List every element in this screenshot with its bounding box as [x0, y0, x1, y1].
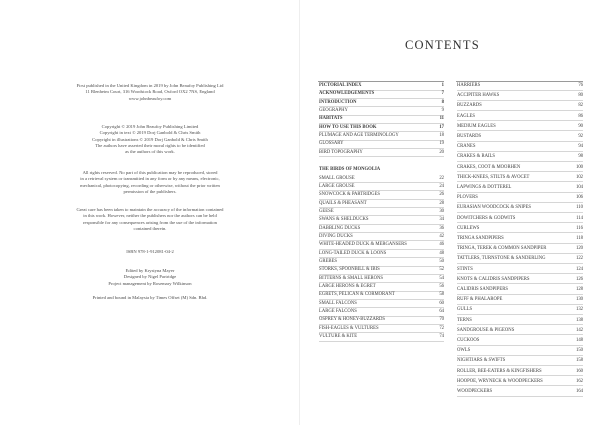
imprint-line: Copyright in illustrations © 2019 Dorj Ganbold & Chris Smith	[92, 136, 208, 142]
toc-entry-title: OSPREY & HONEY-BUZZARDS	[319, 317, 385, 323]
toc-entry-page: 118	[576, 236, 583, 241]
toc-entry-title: HABITATS	[319, 116, 343, 122]
toc-separator	[457, 324, 583, 325]
toc-entry-title: EAGLES	[457, 113, 475, 119]
toc-entry-page: 110	[576, 205, 583, 211]
toc-separator	[457, 181, 583, 182]
toc-entry	[457, 165, 583, 173]
toc-entry	[319, 209, 444, 217]
toc-entry-page: 132	[575, 307, 583, 313]
imprint-line: mechanical, photocopying, recording or otherwise, without the prior written	[80, 182, 220, 188]
toc-entry	[457, 175, 583, 183]
imprint-line: First published in the United Kingdom in 2019 by John Beaufoy Publishing Ltd	[76, 83, 224, 88]
imprint-line: Great care has been taken to maintain the accuracy of the information contained	[76, 207, 224, 212]
toc-separator	[457, 171, 583, 172]
toc-entry	[457, 389, 583, 397]
toc-entry-page: 60	[439, 300, 444, 306]
toc-entry	[319, 100, 444, 108]
toc-entry-page: 42	[439, 233, 444, 239]
imprint-line: The authors have asserted their moral rights to be identified	[95, 142, 205, 148]
toc-separator	[457, 345, 583, 346]
toc-entry-title: ROLLER, BEE-EATERS & KINGFISHERS	[457, 368, 542, 374]
toc-entry-title: KNOTS & CALIDRIS SANDPIPERS	[457, 276, 530, 282]
toc-separator	[457, 396, 583, 397]
toc-entry	[319, 226, 444, 234]
toc-entry	[457, 297, 583, 305]
toc-separator	[319, 190, 444, 191]
toc-entry-page: 22	[439, 175, 444, 181]
toc-entry	[319, 116, 444, 124]
toc-entry	[319, 125, 444, 133]
toc-separator	[319, 266, 444, 267]
toc-entry-title: GREBES	[319, 259, 337, 264]
toc-separator	[457, 304, 583, 305]
toc-separator	[319, 224, 444, 225]
toc-entry-page: 7	[441, 91, 444, 97]
toc-entry-page: 11	[439, 116, 444, 122]
toc-separator	[319, 299, 444, 300]
toc-separator	[457, 253, 583, 254]
toc-separator	[457, 151, 583, 152]
toc-entry-page: 160	[575, 368, 583, 374]
imprint-line: contained therein.	[133, 225, 167, 231]
toc-separator	[319, 140, 444, 141]
printed-line: Printed and bound in Malaysia by Times Offset (M) Sdn. Bhd.	[92, 295, 208, 300]
toc-separator	[457, 263, 583, 264]
toc-entry-page: 80	[578, 93, 583, 99]
toc-entry	[457, 328, 583, 336]
toc-separator	[319, 115, 444, 116]
toc-entry-page: 148	[575, 338, 583, 343]
toc-entry-page: 19	[439, 141, 444, 147]
toc-separator	[319, 232, 444, 233]
copyright-block	[52, 124, 248, 155]
toc-entry-title: MEDIUM EAGLES	[457, 123, 496, 129]
toc-entry-page: 36	[439, 225, 444, 231]
toc-entry-page: 46	[439, 242, 444, 248]
toc-entry-title: OWLS	[457, 348, 471, 354]
imprint-line: Project management by Rosemary Wilkinson	[108, 280, 192, 286]
imprint-line: responsible for any consequences arising from the use of the information	[83, 219, 217, 225]
toc-entry-title: GLOSSARY	[319, 141, 344, 147]
toc-entry-title: HARRIERS	[457, 83, 481, 88]
toc-entry	[319, 301, 444, 309]
toc-entry	[457, 287, 583, 295]
imprint-line: Copyright in text © 2019 Dorj Ganbold & Chris Smith	[99, 130, 201, 136]
toc-entry	[457, 318, 583, 326]
toc-entry-title: ACKNOWLEDGEMENTS	[319, 91, 375, 97]
toc-entry	[457, 134, 583, 142]
toc-separator	[319, 249, 444, 250]
toc-entry	[457, 103, 583, 111]
toc-entry-title: LONG-TAILED DUCK & LOONS	[319, 250, 387, 256]
toc-separator	[457, 130, 583, 131]
toc-entry-title: THICK-KNEES, STILTS & AVOCET	[457, 174, 530, 180]
toc-entry-title: LARGE FALCONS	[319, 309, 357, 315]
toc-entry-title: DIVING DUCKS	[319, 233, 353, 239]
toc-entry-title: LAPWINGS & DOTTEREL	[457, 185, 512, 190]
toc-entry-page: 20	[439, 149, 444, 155]
toc-entry	[319, 292, 444, 300]
toc-entry-page: 8	[441, 99, 444, 105]
toc-entry-page: 102	[575, 174, 583, 180]
toc-entry-title: THE BIRDS OF MONGOLIA	[319, 167, 381, 173]
toc-entry-page: 34	[439, 217, 444, 223]
toc-entry-page: 18	[439, 133, 444, 139]
toc-entry-page: 72	[439, 325, 444, 331]
toc-entry	[457, 93, 583, 101]
toc-separator	[457, 120, 583, 121]
toc-entry-page: 100	[575, 164, 583, 170]
imprint-line: in this work. However, neither the publishers nor the authors can be held	[83, 213, 217, 219]
toc-entry-title: CALIDRIS SANDPIPERS	[457, 287, 508, 292]
imprint-line: 11 Blenheim Court, 316 Woodstock Road, Oxford OX2 7NS, England	[85, 89, 215, 95]
toc-separator	[457, 232, 583, 233]
toc-entry	[319, 309, 444, 317]
toc-entry	[457, 267, 583, 275]
toc-entry-title: BIRD TOPOGRAPHY	[319, 149, 363, 155]
toc-entry-page: 104	[575, 185, 583, 190]
toc-entry	[319, 284, 444, 292]
toc-entry	[319, 201, 444, 209]
toc-entry-title: TRINGA SANDPIPERS	[457, 236, 504, 241]
toc-separator	[319, 90, 444, 91]
toc-entry-title: LARGE HERONS & EGRET	[319, 284, 376, 290]
toc-entry-page: 124	[575, 266, 583, 272]
toc-entry-page: 138	[575, 317, 583, 323]
toc-entry-title: EURASIAN WOODCOCK & SNIPES	[457, 205, 532, 211]
toc-entry-title: TATTLERS, TURNSTONE & SANDERLING	[457, 256, 546, 262]
toc-entry-page: 92	[578, 134, 583, 139]
toc-left-column	[319, 83, 444, 423]
toc-separator	[319, 307, 444, 308]
toc-entry-title: STORKS, SPOONBILL & IBIS	[319, 267, 380, 273]
toc-entry	[457, 379, 583, 387]
toc-entry	[319, 267, 444, 275]
toc-top-rule-right	[456, 81, 583, 82]
toc-entry-title: BUSTARDS	[457, 134, 482, 139]
toc-entry-page: 54	[439, 275, 444, 281]
toc-right-column	[457, 83, 583, 423]
toc-entry	[457, 124, 583, 132]
toc-entry-title: ACCIPITER HAWKS	[457, 93, 500, 99]
toc-entry-title: VULTURE & KITE	[319, 334, 358, 340]
toc-entry-title: TERNS	[457, 317, 472, 323]
toc-entry-page: 98	[578, 154, 583, 160]
toc-entry-title: SMALL GROUSE	[319, 175, 355, 181]
toc-separator	[319, 123, 444, 124]
toc-separator	[319, 131, 444, 132]
toc-entry-page: 9	[441, 108, 444, 114]
toc-entry-page: 90	[578, 123, 583, 129]
toc-entry-page: 70	[439, 317, 444, 323]
toc-separator	[457, 90, 583, 91]
toc-entry-page: 58	[439, 292, 444, 298]
toc-separator	[319, 324, 444, 325]
toc-entry-title: DOWITCHERS & GODWITS	[457, 215, 516, 221]
toc-entry	[457, 185, 583, 193]
toc-separator	[457, 141, 583, 142]
toc-entry-page: 24	[439, 183, 444, 189]
toc-entry-title: INTRODUCTION	[319, 99, 357, 105]
toc-separator	[457, 294, 583, 295]
toc-entry	[319, 133, 444, 141]
toc-entry	[457, 358, 583, 366]
toc-entry	[319, 334, 444, 342]
toc-separator	[319, 332, 444, 333]
toc-entry	[319, 141, 444, 149]
toc-entry-title: SNOWCOCK & PARTRIDGES	[319, 192, 381, 198]
toc-separator	[457, 283, 583, 284]
toc-separator	[457, 100, 583, 101]
toc-entry-title: FISH-EAGLES & VULTURES	[319, 325, 379, 331]
toc-entry-page: 48	[439, 250, 444, 256]
toc-entry-page: 64	[439, 309, 444, 315]
toc-entry	[457, 144, 583, 152]
toc-entry-title: RUFF & PHALAROPE	[457, 297, 503, 303]
toc-entry-title: CRANES	[457, 144, 476, 150]
toc-entry-page: 28	[439, 200, 444, 206]
printer-block	[52, 295, 248, 301]
toc-entry-page: 50	[439, 259, 444, 264]
toc-separator	[319, 240, 444, 241]
toc-entry	[319, 217, 444, 225]
toc-separator	[457, 202, 583, 203]
toc-separator	[457, 334, 583, 335]
isbn: ISBN 978-1-912081-04-2	[126, 249, 174, 254]
toc-entry-title: GEESE	[319, 208, 334, 214]
imprint-line: as the authors of this work.	[125, 149, 175, 155]
toc-entry-title: LARGE GROUSE	[319, 183, 355, 189]
toc-entry	[319, 192, 444, 200]
toc-entry	[319, 83, 444, 91]
toc-entry-page: 116	[576, 225, 583, 231]
toc-entry-title: CUCKOOS	[457, 338, 480, 343]
toc-entry-page: 130	[575, 297, 583, 303]
toc-entry-page: 56	[439, 284, 444, 290]
imprint-line: Copyright © 2019 John Beaufoy Publishing Limited	[101, 124, 199, 129]
toc-entry	[457, 216, 583, 224]
toc-entry	[319, 242, 444, 250]
toc-entry	[457, 307, 583, 315]
imprint-line: Designed by Nigel Partridge	[123, 274, 177, 280]
toc-entry-title: STINTS	[457, 266, 473, 272]
toc-entry-title: WHITE-HEADED DUCK & MERGANSERS	[319, 242, 407, 248]
toc-entry-title: SANDGROUSE & PIGEONS	[457, 327, 515, 333]
toc-entry-page: 126	[575, 276, 583, 282]
rights-block	[52, 170, 248, 195]
toc-separator	[319, 341, 444, 342]
imprint-line: Edited by Krystyna Mayer	[125, 268, 175, 273]
toc-separator	[457, 243, 583, 244]
toc-entry-title: EGRETS, PELICAN & CORMORANT	[319, 292, 395, 298]
toc-entry-title: GULLS	[457, 307, 473, 313]
toc-separator	[457, 355, 583, 356]
toc-section-heading	[319, 167, 444, 175]
toc-entry	[319, 251, 444, 259]
toc-entry-page: 164	[575, 389, 583, 394]
imprint-line: All rights reserved. No part of this publication may be reproduced, stored	[82, 170, 218, 175]
toc-entry-title: BITTERNS & SMALL HERONS	[319, 275, 384, 281]
toc-separator	[319, 148, 444, 149]
toc-entry-page: 74	[439, 334, 444, 340]
toc-entry	[457, 226, 583, 234]
toc-entry-title: GEOGRAPHY	[319, 108, 348, 114]
disclaimer-block	[52, 207, 248, 232]
toc-entry	[457, 154, 583, 162]
toc-entry-title: WOODPECKERS	[457, 389, 493, 394]
toc-entry-title: BUZZARDS	[457, 103, 482, 109]
toc-entry	[457, 205, 583, 213]
toc-separator	[457, 222, 583, 223]
toc-entry	[319, 108, 444, 116]
publisher-block	[52, 83, 248, 102]
toc-entry	[319, 276, 444, 284]
toc-entry-title: SMALL FALCONS	[319, 300, 357, 306]
toc-entry-title: HOW TO USE THIS BOOK	[319, 124, 377, 130]
toc-entry	[457, 195, 583, 203]
toc-entry	[319, 91, 444, 99]
imprint-line: www.johnbeaufoy.com	[128, 95, 172, 101]
toc-entry-title: NIGHTJARS & SWIFTS	[457, 358, 506, 364]
toc-entry-page: 30	[439, 208, 444, 214]
toc-entry-title: TRINGA, TEREK & COMMON SANDPIPER	[457, 246, 547, 252]
toc-separator	[457, 375, 583, 376]
toc-separator	[457, 110, 583, 111]
toc-entry-title: QUAILS & PHEASANT	[319, 200, 367, 206]
toc-separator	[457, 192, 583, 193]
toc-separator	[319, 98, 444, 99]
toc-entry-page: 142	[575, 327, 583, 333]
toc-separator	[319, 316, 444, 317]
toc-separator	[319, 106, 444, 107]
contents-title: CONTENTS	[405, 38, 480, 52]
toc-separator	[457, 314, 583, 315]
toc-separator	[319, 215, 444, 216]
toc-entry	[457, 83, 583, 91]
toc-entry-title: DABBLING DUCKS	[319, 225, 361, 231]
toc-entry-page: 150	[575, 348, 583, 354]
toc-entry	[319, 184, 444, 192]
toc-entry-title: CRAKES, COOT & MOORHEN	[457, 164, 521, 170]
toc-entry	[319, 326, 444, 334]
toc-separator	[319, 182, 444, 183]
toc-entry	[457, 277, 583, 285]
toc-entry-title: PLOVERS	[457, 195, 478, 201]
toc-entry-page: 86	[578, 113, 583, 119]
toc-entry	[319, 234, 444, 242]
toc-entry	[319, 150, 444, 158]
toc-separator	[319, 199, 444, 200]
toc-separator	[319, 156, 444, 157]
toc-entry	[319, 317, 444, 325]
toc-entry-page: 122	[575, 256, 583, 262]
toc-entry-page: 106	[575, 195, 583, 201]
toc-entry	[457, 348, 583, 356]
toc-separator	[457, 161, 583, 162]
toc-entry-title: PLUMAGE AND AGE TERMINOLOGY	[319, 133, 399, 139]
toc-entry	[319, 259, 444, 267]
isbn-block	[52, 249, 248, 255]
toc-entry	[457, 114, 583, 122]
toc-entry-page: 120	[575, 246, 583, 252]
toc-entry	[457, 236, 583, 244]
toc-entry-page: 128	[575, 287, 583, 292]
toc-entry-page: 114	[576, 215, 583, 221]
toc-entry-title: HOOPOE, WRYNECK & WOODPECKERS	[457, 378, 543, 384]
credits-block	[52, 268, 248, 287]
toc-entry-page: 162	[575, 378, 583, 384]
toc-entry-page: 158	[575, 358, 583, 364]
toc-entry	[319, 176, 444, 184]
toc-entry	[457, 256, 583, 264]
toc-entry-title: CURLEWS	[457, 225, 480, 231]
toc-separator	[319, 291, 444, 292]
toc-entry-page: 94	[578, 144, 583, 150]
toc-entry-page: 26	[439, 192, 444, 198]
toc-entry	[457, 338, 583, 346]
toc-separator	[319, 257, 444, 258]
toc-entry-page: 52	[439, 267, 444, 273]
toc-entry-page: 76	[578, 83, 583, 88]
toc-separator	[457, 365, 583, 366]
toc-entry-title: PICTORIAL INDEX	[319, 83, 362, 88]
toc-separator	[457, 212, 583, 213]
toc-entry-page: 17	[439, 124, 444, 130]
toc-separator	[319, 282, 444, 283]
toc-separator	[457, 273, 583, 274]
imprint-line: in a retrieval system or transmitted in any form or by any means, electronic,	[80, 176, 220, 182]
toc-entry	[457, 246, 583, 254]
toc-entry	[457, 369, 583, 377]
toc-separator	[319, 207, 444, 208]
toc-separator	[457, 385, 583, 386]
toc-separator	[319, 274, 444, 275]
imprint-line: permission of the publishers.	[123, 188, 177, 194]
toc-entry-page: 82	[578, 103, 583, 109]
toc-entry-title: SWANS & SHELDUCKS	[319, 217, 369, 223]
toc-top-rule-left	[318, 81, 444, 82]
toc-entry-page: 1	[441, 83, 444, 88]
toc-entry-title: CRAKES & RAILS	[457, 154, 496, 160]
